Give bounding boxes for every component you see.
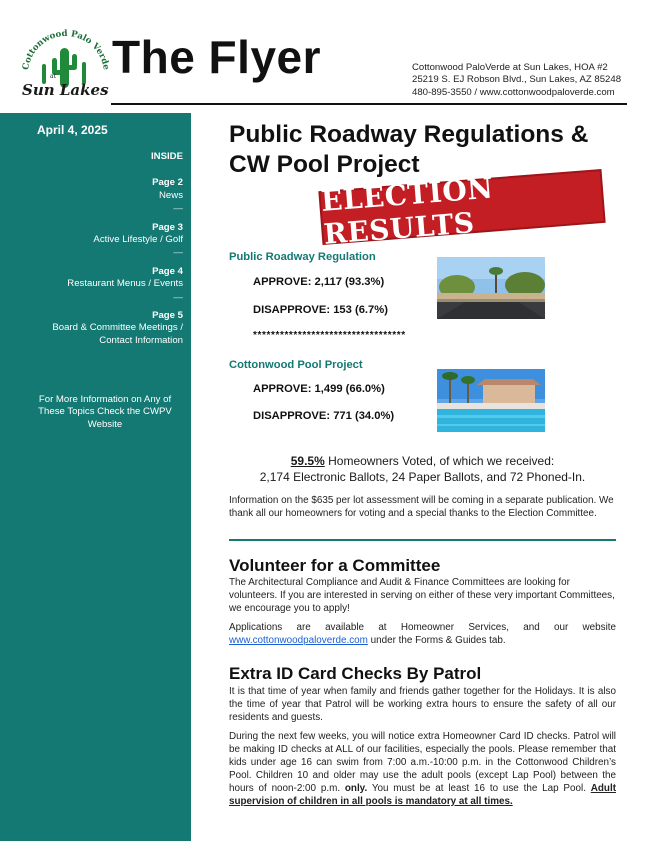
volunteer-paragraph: The Architectural Compliance and Audit & Finance Committees are looking for volunteers. If you are interested in serving on either of these very important Committees, we encourage you to apply! — [229, 577, 615, 614]
headline-line: Public Roadway Regulations & — [229, 121, 589, 148]
section-divider — [229, 539, 616, 541]
ballot-breakdown: 2,174 Electronic Ballots, 24 Paper Ballots, and 72 Phoned-In. — [259, 469, 586, 484]
patrol-only-emphasis: only. — [344, 783, 368, 794]
election-results-stamp-text: ELECTION RESULTS — [320, 171, 603, 243]
more-info-note: For More Information on Any of These Topics Check the CWPV Website — [38, 394, 172, 430]
turnout-summary — [229, 454, 616, 485]
hoa-line: 480-895-3550 / www.cottonwoodpaloverde.com — [412, 86, 615, 98]
election-results-stamp — [319, 171, 603, 251]
contents-separator: — — [173, 247, 183, 259]
patrol-heading: Extra ID Card Checks By Patrol — [229, 664, 482, 683]
patrol-lap-pool-text: You must be at least 16 to use the Lap Pool. — [367, 783, 591, 794]
pool-disapprove: DISAPPROVE: 771 (34.0%) — [253, 410, 395, 422]
inside-label: INSIDE — [151, 151, 183, 162]
contents-topic: Active Lifestyle / Golf — [93, 234, 183, 246]
cottonwood-palo-verde-logo — [18, 28, 114, 100]
contents-separator: — — [173, 203, 183, 215]
supervision-notice: Adult supervision of children in all pools is mandatory at all times. — [229, 783, 616, 807]
contents-topic: Board & Committee Meetings / — [52, 322, 183, 334]
contents-page-number: Page 3 — [152, 221, 183, 233]
applications-text: Applications are available at Homeowner Services, and our website — [229, 622, 616, 633]
patrol-rules-text: During the next few weeks, you will notice extra Homeowner Card ID checks. Patrol will be making ID checks at ALL of our facilities, especially the pools. Please remember that kids under age 16 can swim from 7:00 a.m.-10:00 p.m. in the Cottonwood Children’s Pool. Children 10 and older may use the adult pools (except Lap Pool) between the hours of noon-2:00 p.m. — [229, 731, 616, 794]
roadway-photo — [437, 257, 545, 319]
inside-contents — [52, 151, 183, 347]
website-link[interactable]: www.cottonwoodpaloverde.com — [229, 635, 368, 646]
applications-paragraph — [229, 621, 616, 647]
header-divider — [111, 103, 627, 105]
pool-photo — [437, 369, 545, 432]
contents-page-number: Page 2 — [152, 177, 183, 189]
roadway-label: Public Roadway Regulation — [229, 251, 376, 263]
hoa-address-block — [412, 62, 621, 99]
assessment-note: Information on the $635 per lot assessment will be coming in a separate publication. We thank all our homeowners for voting and a special thanks to the Election Committee. — [229, 495, 614, 519]
volunteer-heading: Volunteer for a Committee — [229, 556, 441, 575]
contents-topic: Restaurant Menus / Events — [67, 278, 183, 290]
newsletter-title: The Flyer — [112, 31, 322, 83]
applications-text-end: under the Forms & Guides tab. — [367, 635, 506, 646]
issue-date: April 4, 2025 — [37, 123, 108, 137]
patrol-intro-paragraph: It is that time of year when family and friends gather together for the Holidays. It is also the time of year that Patrol will be working extra hours to ensure the safety of all our residents and guests. — [229, 686, 616, 723]
headline-line: CW Pool Project — [229, 151, 420, 178]
hoa-line: Cottonwood PaloVerde at Sun Lakes, HOA #2 — [412, 62, 608, 73]
roadway-disapprove: DISAPPROVE: 153 (6.7%) — [253, 304, 388, 316]
contents-separator: — — [173, 291, 183, 303]
hoa-line: 25219 S. EJ Robson Blvd., Sun Lakes, AZ 85248 — [412, 74, 622, 86]
contents-page-number: Page 5 — [152, 310, 183, 322]
logo-at: at — [50, 73, 56, 80]
contents-page-number: Page 4 — [152, 265, 183, 277]
pool-label: Cottonwood Pool Project — [229, 359, 363, 371]
section-divider-stars: ********************************** — [253, 330, 406, 341]
contents-topic: Contact Information — [99, 334, 183, 346]
turnout-text: Homeowners Voted, of which we received: — [324, 454, 555, 468]
logo-arc-text: Cottonwood Palo Verde — [21, 28, 111, 71]
contents-topic: News — [159, 189, 183, 201]
sidebar — [0, 113, 191, 841]
turnout-percent: 59.5% — [290, 454, 325, 468]
patrol-rules-paragraph — [229, 730, 616, 808]
masthead — [0, 0, 650, 108]
pool-approve: APPROVE: 1,499 (66.0%) — [253, 383, 385, 395]
logo-script: Sun Lakes — [22, 81, 109, 99]
roadway-approve: APPROVE: 2,117 (93.3%) — [253, 276, 385, 288]
